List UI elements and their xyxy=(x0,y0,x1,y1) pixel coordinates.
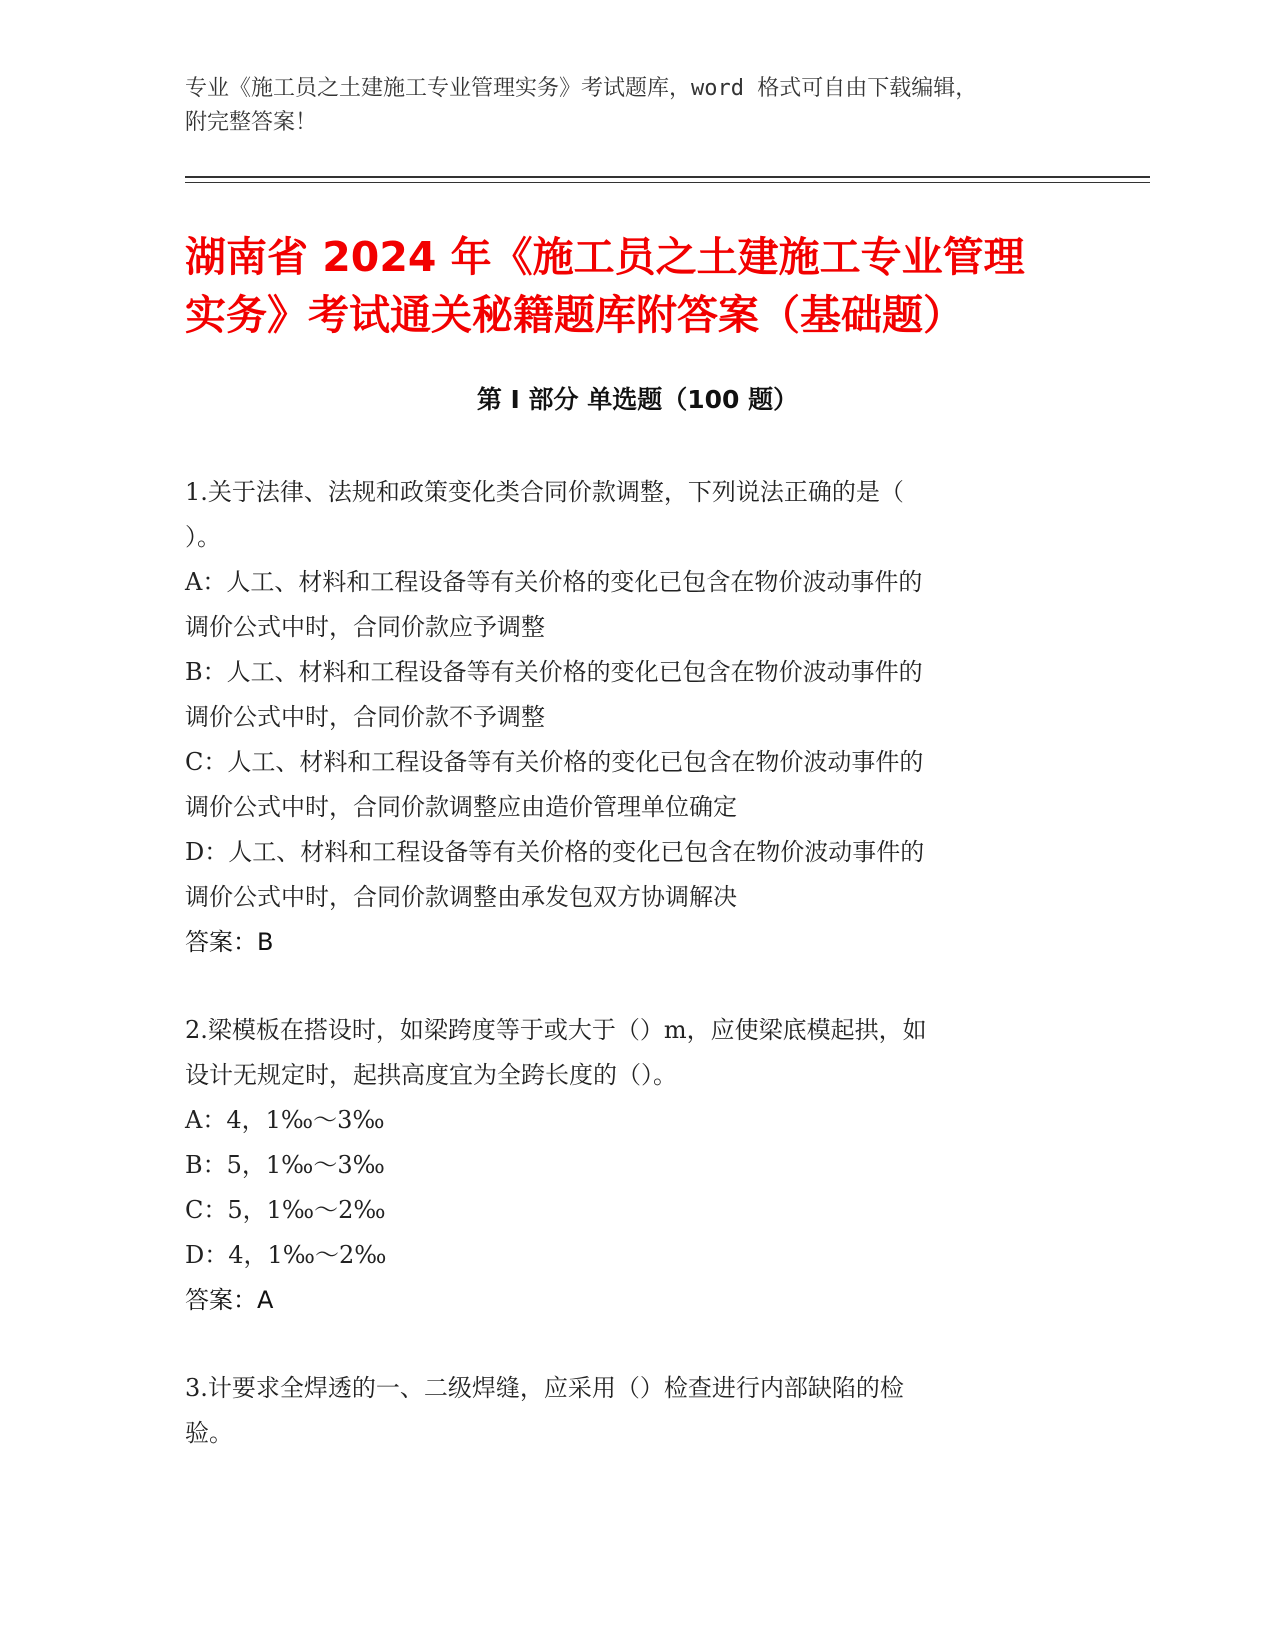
question-stem-line: 1.关于法律、法规和政策变化类合同价款调整，下列说法正确的是（ xyxy=(185,478,904,506)
question-stem-line: 2.梁模板在搭设时，如梁跨度等于或大于（）m，应使梁底模起拱，如 xyxy=(185,1016,927,1044)
option-d-line: D：4，1‰～2‰ xyxy=(185,1241,387,1269)
option-a-line: A：4，1‰～3‰ xyxy=(185,1106,385,1134)
option-b-line: B：5，1‰～3‰ xyxy=(185,1151,385,1179)
option-c-line: 调价公式中时，合同价款调整应由造价管理单位确定 xyxy=(185,793,737,821)
question-stem-line: ）。 xyxy=(185,523,221,551)
option-b-line: 调价公式中时，合同价款不予调整 xyxy=(185,703,545,731)
question-stem-line: 验。 xyxy=(185,1419,233,1447)
answer-line: 答案：A xyxy=(185,1286,274,1314)
document-title-line-1: 湖南省 2024 年《施工员之土建施工专业管理 xyxy=(185,233,1025,281)
question-2 xyxy=(185,1008,1085,1323)
answer-line: 答案：B xyxy=(185,928,274,956)
question-spacer xyxy=(185,1323,1085,1366)
header-note-line-2: 附完整答案！ xyxy=(185,110,318,135)
document-title xyxy=(185,228,1125,344)
question-stem-line: 3.计要求全焊透的一、二级焊缝，应采用（）检查进行内部缺陷的检 xyxy=(185,1374,904,1402)
option-c-line: C：5，1‰～2‰ xyxy=(185,1196,386,1224)
question-1 xyxy=(185,470,1085,965)
option-b-line: B：人工、材料和工程设备等有关价格的变化已包含在物价波动事件的 xyxy=(185,658,923,686)
section-heading: 第 I 部分 单选题（100 题） xyxy=(476,385,799,414)
option-c-line: C：人工、材料和工程设备等有关价格的变化已包含在物价波动事件的 xyxy=(185,748,924,776)
question-3 xyxy=(185,1366,1085,1456)
header-divider-thick xyxy=(185,176,1150,178)
option-a-line: A：人工、材料和工程设备等有关价格的变化已包含在物价波动事件的 xyxy=(185,568,923,596)
header-note xyxy=(185,72,1065,140)
question-stem-line: 设计无规定时，起拱高度宜为全跨长度的（）。 xyxy=(185,1061,677,1089)
question-spacer xyxy=(185,965,1085,1008)
option-d-line: D：人工、材料和工程设备等有关价格的变化已包含在物价波动事件的 xyxy=(185,838,925,866)
header-note-line-1: 专业《施工员之土建施工专业管理实务》考试题库，word 格式可自由下载编辑， xyxy=(185,76,978,101)
option-d-line: 调价公式中时，合同价款调整由承发包双方协调解决 xyxy=(185,883,737,911)
option-a-line: 调价公式中时，合同价款应予调整 xyxy=(185,613,545,641)
document-title-line-2: 实务》考试通关秘籍题库附答案（基础题） xyxy=(185,291,964,339)
question-list xyxy=(185,470,1085,1456)
header-divider-thin xyxy=(185,182,1150,183)
